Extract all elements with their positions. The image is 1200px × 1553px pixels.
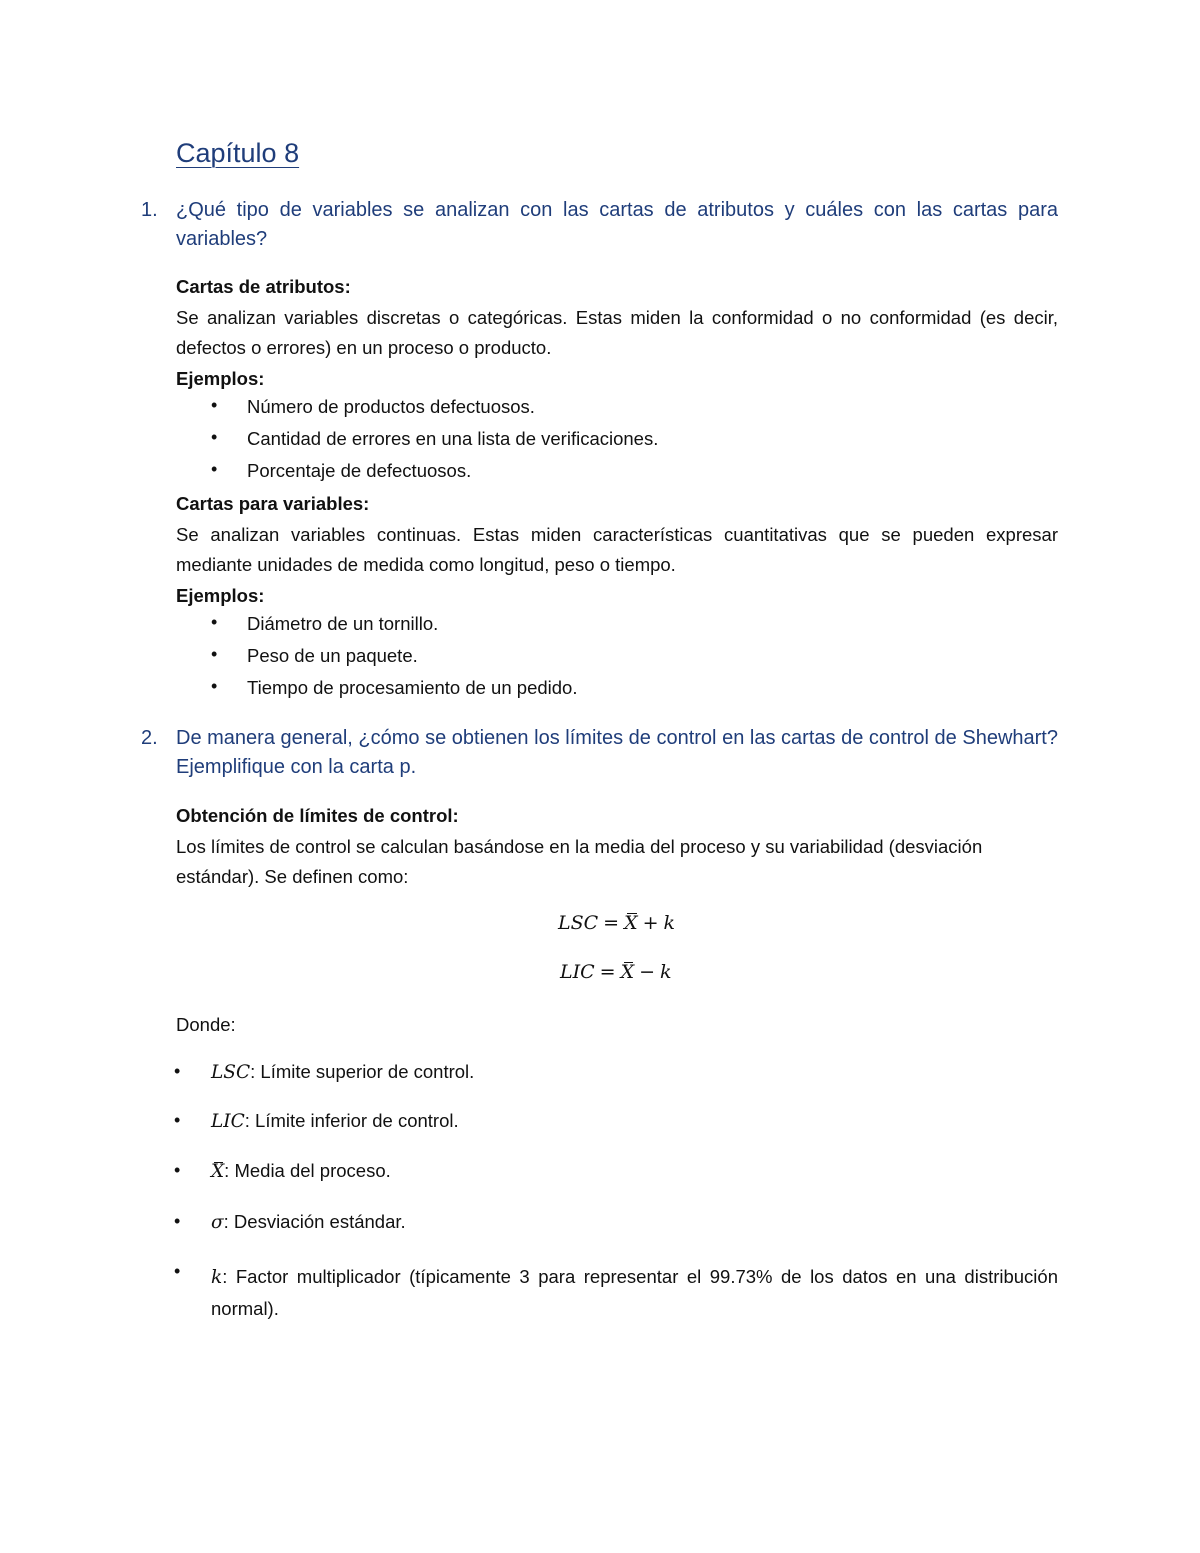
- question-2-text: De manera general, ¿cómo se obtienen los límites de control en las cartas de control de Shewhart? Ejemplifique con la carta p.: [176, 727, 1058, 778]
- definition-item: σ: Desviación estándar.: [211, 1211, 406, 1233]
- attributes-heading: Cartas de atributos:: [176, 276, 351, 297]
- attribute-example: Cantidad de errores en una lista de verificaciones.: [247, 428, 659, 449]
- attributes-examples-label: Ejemplos:: [176, 368, 265, 389]
- question-1-text: ¿Qué tipo de variables se analizan con las cartas de atributos y cuáles con las cartas para variables?: [176, 199, 1058, 250]
- variable-example: Diámetro de un tornillo.: [247, 613, 439, 634]
- attributes-description: Se analizan variables discretas o categóricas. Estas miden la conformidad o no conformidad (es decir, defectos o errores) en un proceso o producto.: [176, 307, 1058, 358]
- bullet-icon: •: [211, 676, 218, 696]
- question-1-number: 1.: [141, 199, 158, 221]
- variable-example: Peso de un paquete.: [247, 645, 418, 666]
- chapter-title: Capítulo 8: [176, 138, 300, 168]
- control-limits-heading: Obtención de límites de control:: [176, 805, 459, 826]
- bullet-icon: •: [174, 1211, 181, 1231]
- bullet-icon: •: [174, 1061, 181, 1081]
- definition-item: k: Factor multiplicador (típicamente 3 para representar el 99.73% de los datos en una distribución normal).: [211, 1266, 1058, 1319]
- attribute-example: Porcentaje de defectuosos.: [247, 460, 472, 481]
- control-limits-description: Los límites de control se calculan basándose en la media del proceso y su variabilidad (desviación estándar). Se definen como:: [176, 836, 983, 887]
- formula-upper-limit: LSC = X + k: [558, 912, 676, 934]
- variable-example: Tiempo de procesamiento de un pedido.: [247, 677, 578, 698]
- bullet-icon: •: [211, 612, 218, 632]
- bullet-icon: •: [174, 1110, 181, 1130]
- question-2-number: 2.: [141, 727, 158, 749]
- formula-lower-limit: LIC = X − k: [560, 961, 672, 983]
- variables-description: Se analizan variables continuas. Estas miden características cuantitativas que se pueden expresar mediante unidades de medida como longitud, peso o tiempo.: [176, 524, 1058, 575]
- bullet-icon: •: [174, 1261, 181, 1281]
- bullet-icon: •: [174, 1160, 181, 1180]
- definition-item: X: Media del proceso.: [211, 1160, 391, 1182]
- bullet-icon: •: [211, 427, 218, 447]
- variables-examples-label: Ejemplos:: [176, 585, 265, 606]
- definition-item: LIC: Límite inferior de control.: [211, 1110, 459, 1132]
- bullet-icon: •: [211, 395, 218, 415]
- bullet-icon: •: [211, 644, 218, 664]
- bullet-icon: •: [211, 459, 218, 479]
- variables-heading: Cartas para variables:: [176, 493, 370, 514]
- where-label: Donde:: [176, 1014, 236, 1035]
- attribute-example: Número de productos defectuosos.: [247, 396, 535, 417]
- definition-item: LSC: Límite superior de control.: [211, 1061, 475, 1083]
